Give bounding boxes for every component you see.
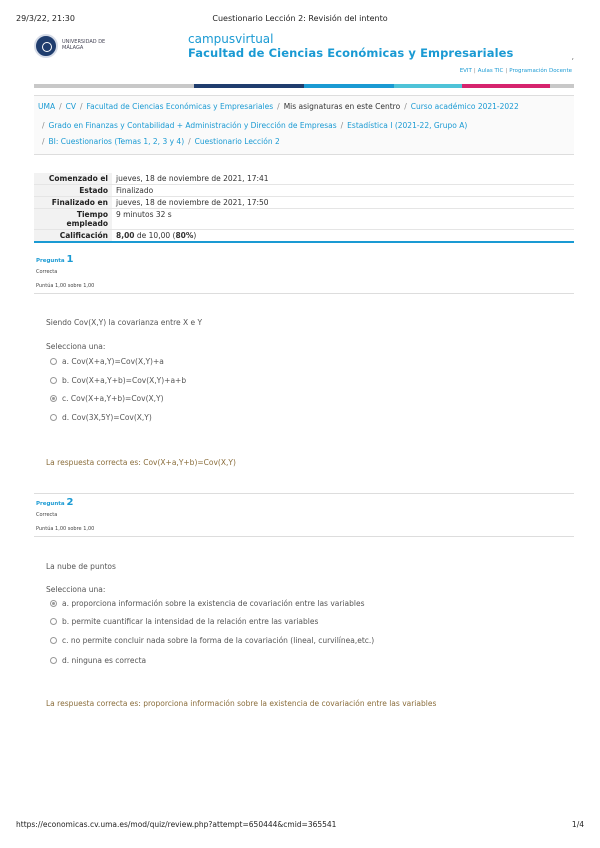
question-1-prompt: Selecciona una: bbox=[46, 342, 106, 351]
q1-option-a[interactable]: a. Cov(X+a,Y)=Cov(X,Y)+a bbox=[50, 357, 164, 366]
attempt-summary-table bbox=[34, 173, 574, 243]
faculty-title[interactable]: Facultad de Ciencias Económicas y Empresariales bbox=[188, 46, 514, 60]
q2-option-b[interactable]: b. permite cuantificar la intensidad de la relación entre las variables bbox=[50, 617, 318, 626]
question-2-prompt: Selecciona una: bbox=[46, 585, 106, 594]
color-bar-segment bbox=[304, 84, 394, 88]
header-mark: , bbox=[571, 52, 574, 61]
summary-value: jueves, 18 de noviembre de 2021, 17:50 bbox=[112, 197, 574, 209]
summary-label: Comenzado el bbox=[34, 173, 112, 185]
crumb-degree[interactable]: Grado en Finanzas y Contabilidad + Administración y Dirección de Empresas bbox=[48, 121, 337, 130]
radio-icon[interactable] bbox=[50, 637, 57, 644]
radio-icon[interactable] bbox=[50, 358, 57, 365]
print-date: 29/3/22, 21:30 bbox=[16, 14, 75, 23]
q2-option-c[interactable]: c. no permite concluir nada sobre la forma de la covariación (lineal, curvilínea,etc.) bbox=[50, 636, 374, 645]
site-header bbox=[34, 32, 574, 82]
breadcrumb-line-2: / Grado en Finanzas y Contabilidad + Administración y Dirección de Empresas / Estadística I (2021-22, Grupo A) bbox=[42, 121, 468, 130]
q1-option-d[interactable]: d. Cov(3X,5Y)=Cov(X,Y) bbox=[50, 413, 152, 422]
crumb-my-courses: Mis asignaturas en este Centro bbox=[283, 102, 401, 111]
question-number: Pregunta 2 bbox=[36, 497, 74, 508]
breadcrumb-line-1: UMA / CV / Facultad de Ciencias Económicas y Empresariales / Mis asignaturas en este Centro / Curso académico 2021-2022 bbox=[38, 102, 519, 111]
crumb-academic-year[interactable]: Curso académico 2021-2022 bbox=[410, 102, 519, 111]
link-programacion-docente[interactable]: Programación Docente bbox=[509, 68, 572, 74]
radio-icon[interactable] bbox=[50, 618, 57, 625]
question-score: Puntúa 1,00 sobre 1,00 bbox=[36, 283, 95, 289]
grade-score: 8,00 bbox=[116, 231, 135, 240]
q1-option-c[interactable]: c. Cov(X+a,Y+b)=Cov(X,Y) bbox=[50, 394, 164, 403]
link-evit[interactable]: EVIT bbox=[459, 68, 472, 74]
summary-label: Estado bbox=[34, 185, 112, 197]
summary-row bbox=[34, 197, 574, 209]
breadcrumb-line-3: / BI: Cuestionarios (Temas 1, 2, 3 y 4) / Cuestionario Lección 2 bbox=[42, 137, 280, 146]
color-bar-segment bbox=[394, 84, 462, 88]
crumb-cv[interactable]: CV bbox=[65, 102, 76, 111]
grade-value bbox=[112, 230, 574, 243]
color-bar-segment bbox=[550, 84, 574, 88]
summary-row bbox=[34, 185, 574, 197]
radio-icon[interactable] bbox=[50, 414, 57, 421]
q1-option-b[interactable]: b. Cov(X+a,Y+b)=Cov(X,Y)+a+b bbox=[50, 376, 186, 385]
radio-icon[interactable] bbox=[50, 657, 57, 664]
question-score: Puntúa 1,00 sobre 1,00 bbox=[36, 526, 95, 532]
color-bar-segment bbox=[462, 84, 550, 88]
radio-icon[interactable] bbox=[50, 377, 57, 384]
separator: | bbox=[505, 68, 508, 74]
summary-value: jueves, 18 de noviembre de 2021, 17:41 bbox=[112, 173, 574, 185]
color-bar-segment bbox=[34, 84, 194, 88]
summary-row bbox=[34, 230, 574, 243]
breadcrumb bbox=[34, 95, 574, 155]
question-1-info bbox=[34, 252, 574, 294]
grade-close: ) bbox=[193, 231, 197, 240]
grade-percent: 80% bbox=[175, 231, 194, 240]
color-bar-segment bbox=[194, 84, 304, 88]
color-bar bbox=[34, 84, 574, 88]
question-status: Correcta bbox=[36, 512, 58, 518]
q2-option-d[interactable]: d. ninguna es correcta bbox=[50, 656, 146, 665]
crumb-course[interactable]: Estadística I (2021-22, Grupo A) bbox=[347, 121, 468, 130]
top-links bbox=[460, 68, 572, 74]
print-title: Cuestionario Lección 2: Revisión del intento bbox=[212, 14, 388, 23]
print-header bbox=[16, 14, 584, 26]
summary-label: Calificación bbox=[34, 230, 112, 243]
question-1-correct-answer: La respuesta correcta es: Cov(X+a,Y+b)=Cov(X,Y) bbox=[46, 458, 236, 467]
crumb-uma[interactable]: UMA bbox=[38, 102, 56, 111]
summary-value: 9 minutos 32 s bbox=[112, 209, 574, 230]
question-2-text: La nube de puntos bbox=[46, 562, 116, 571]
print-url: https://economicas.cv.uma.es/mod/quiz/review.php?attempt=650444&cmid=365541 bbox=[16, 820, 337, 829]
question-2-correct-answer: La respuesta correcta es: proporciona información sobre la existencia de covariación entre las variables bbox=[46, 699, 437, 708]
print-footer bbox=[16, 820, 584, 832]
separator: | bbox=[473, 68, 476, 74]
question-2-info bbox=[34, 493, 574, 537]
crumb-faculty[interactable]: Facultad de Ciencias Económicas y Empresariales bbox=[86, 102, 274, 111]
summary-label: Finalizado en bbox=[34, 197, 112, 209]
q2-option-a[interactable]: a. proporciona información sobre la existencia de covariación entre las variables bbox=[50, 599, 365, 608]
university-seal-icon bbox=[34, 34, 58, 58]
radio-selected-icon[interactable] bbox=[50, 600, 57, 607]
summary-label: Tiempo empleado bbox=[34, 209, 112, 230]
print-page-number: 1/4 bbox=[571, 820, 584, 829]
question-number: Pregunta 1 bbox=[36, 254, 74, 265]
link-aulas-tic[interactable]: Aulas TIC bbox=[477, 68, 504, 74]
question-status: Correcta bbox=[36, 269, 58, 275]
university-logo[interactable] bbox=[34, 34, 106, 60]
crumb-section[interactable]: BI: Cuestionarios (Temas 1, 2, 3 y 4) bbox=[48, 137, 185, 146]
logo-text: UNIVERSIDAD DE MÁLAGA bbox=[62, 39, 106, 51]
summary-row bbox=[34, 209, 574, 230]
summary-value: Finalizado bbox=[112, 185, 574, 197]
grade-max: de 10,00 ( bbox=[134, 231, 176, 240]
question-1-text: Siendo Cov(X,Y) la covarianza entre X e Y bbox=[46, 318, 203, 327]
campus-title[interactable]: campusvirtual bbox=[188, 32, 274, 46]
summary-row bbox=[34, 173, 574, 185]
radio-selected-icon[interactable] bbox=[50, 395, 57, 402]
crumb-quiz[interactable]: Cuestionario Lección 2 bbox=[194, 137, 280, 146]
